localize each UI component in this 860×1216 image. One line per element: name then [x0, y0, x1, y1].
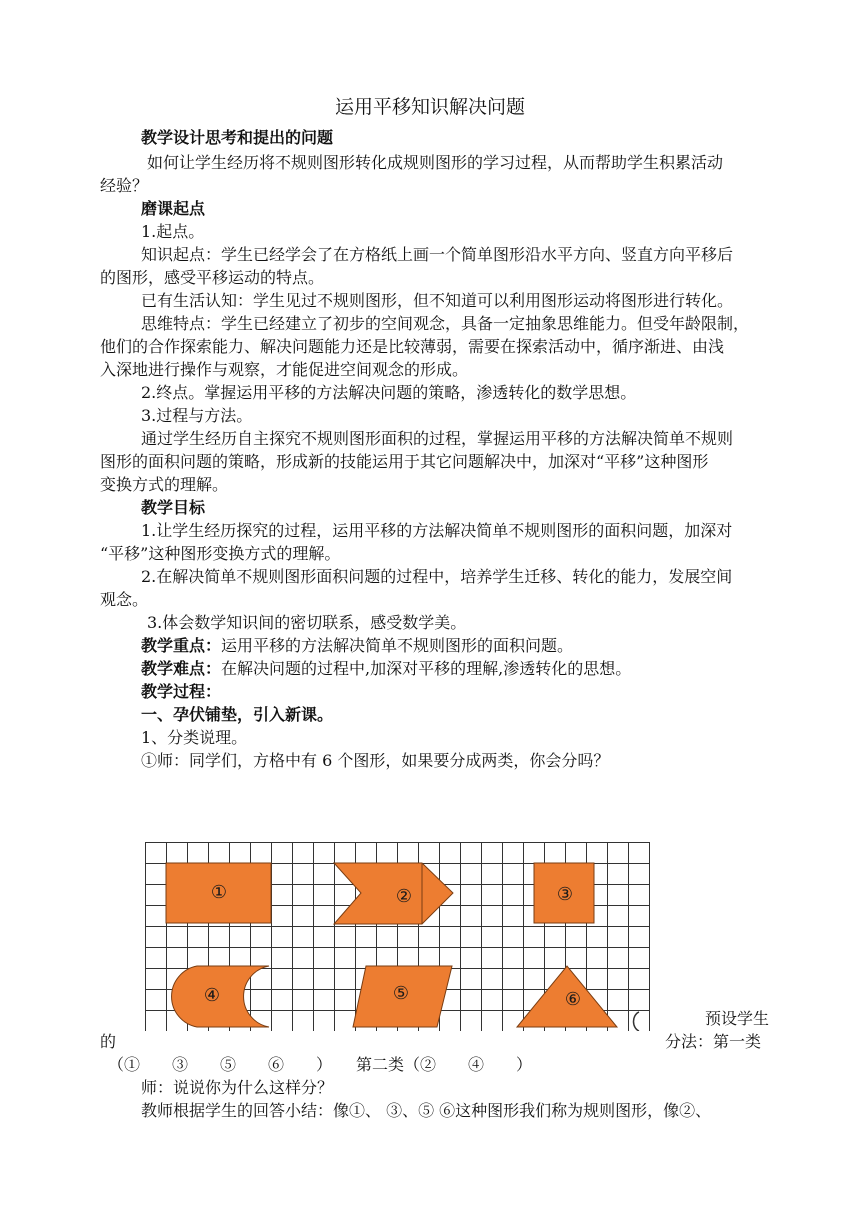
paragraph-line: ①师：同学们，方格中有 6 个图形，如果要分成两类，你会分吗？	[141, 751, 610, 770]
shape-label-2: ②	[395, 886, 413, 907]
difficulty-line	[141, 657, 631, 680]
shape-label-1: ①	[210, 882, 228, 903]
shape-label-6: ⑥	[564, 989, 582, 1010]
paragraph-line: 预设学生	[705, 1009, 770, 1028]
paragraph-line: 3.过程与方法。	[141, 406, 253, 425]
key-point-line	[141, 634, 573, 657]
paragraph-line: 1.起点。	[141, 222, 205, 241]
section-heading-process: 教学过程：	[141, 682, 222, 701]
paragraph-line: 通过学生经历自主探究不规则图形面积的过程，掌握运用平移的方法解决简单不规则	[141, 429, 734, 448]
paragraph-line: 图形的面积问题的策略，形成新的技能运用于其它问题解决中，加深对“平移”这种图形	[100, 452, 709, 471]
shape-4-curved	[172, 966, 269, 1027]
difficulty-label: 教学难点：	[141, 659, 222, 678]
section-heading-start: 磨课起点	[141, 199, 206, 218]
section-heading-design: 教学设计思考和提出的问题	[141, 128, 334, 147]
shape-label-4: ④	[203, 985, 221, 1006]
shape-label-3: ③	[556, 884, 574, 905]
paragraph-line: 2.终点。掌握运用平移的方法解决问题的策略，渗透转化的数学思想。	[141, 383, 637, 402]
paragraph-line: “平移”这种图形变换方式的理解。	[100, 544, 341, 563]
paragraph-line: 思维特点：学生已经建立了初步的空间观念，具备一定抽象思维能力。但受年龄限制，	[141, 314, 750, 333]
part1-heading: 一、孕伏铺垫，引入新课。	[141, 705, 334, 724]
paragraph-line: 观念。	[100, 590, 149, 609]
classification-line: （① ③ ⑤ ⑥ ） 第二类（② ④ ）	[108, 1055, 533, 1074]
paragraph-line: 入深地进行操作与观察，才能促进空间观念的形成。	[100, 360, 469, 379]
paragraph-line: 1.让学生经历探究的过程，运用平移的方法解决简单不规则图形的面积问题，加深对	[141, 521, 733, 540]
paragraph-line: 经验？	[100, 176, 149, 195]
paragraph-line: 他们的合作探索能力、解决问题能力还是比较薄弱，需要在探索活动中，循序渐进、由浅	[100, 337, 725, 356]
paragraph-line: 如何让学生经历将不规则图形转化成规则图形的学习过程，从而帮助学生积累活动	[147, 153, 724, 172]
paragraph-line: 已有生活认知：学生见过不规则图形，但不知道可以利用图形运动将图形进行转化。	[141, 291, 734, 310]
shape-label-5: ⑤	[392, 983, 410, 1004]
paragraph-line: 3.体会数学知识间的密切联系，感受数学美。	[147, 613, 467, 632]
shape-2-arrow	[334, 863, 453, 924]
paragraph-line: 的图形，感受平移运动的特点。	[100, 268, 325, 287]
section-heading-goals: 教学目标	[141, 498, 206, 517]
key-point-text: 运用平移的方法解决简单不规则图形的面积问题。	[221, 636, 574, 655]
paragraph-line: 1、分类说理。	[141, 728, 248, 747]
paragraph-line: 2.在解决简单不规则图形面积问题的过程中，培养学生迁移、转化的能力，发展空间	[141, 567, 733, 586]
grid-svg	[145, 842, 657, 1031]
arc-mark	[633, 1012, 639, 1031]
paragraph-line: 师：说说你为什么这样分？	[141, 1078, 334, 1097]
page-title: 运用平移知识解决问题	[334, 96, 525, 118]
paragraph-line: 教师根据学生的回答小结：像①、 ③、⑤ ⑥这种图形我们称为规则图形，像②、	[141, 1101, 712, 1120]
key-point-label: 教学重点：	[141, 636, 222, 655]
difficulty-text: 在解决问题的过程中,加深对平移的理解,渗透转化的思想。	[221, 659, 632, 678]
paragraph-line: 分法：第一类	[665, 1032, 762, 1051]
paragraph-line: 的	[100, 1032, 117, 1051]
shape-grid-figure	[145, 842, 657, 1031]
paragraph-line: 知识起点：学生已经学会了在方格纸上画一个简单图形沿水平方向、竖直方向平移后	[141, 245, 734, 264]
paragraph-line: 变换方式的理解。	[100, 475, 229, 494]
